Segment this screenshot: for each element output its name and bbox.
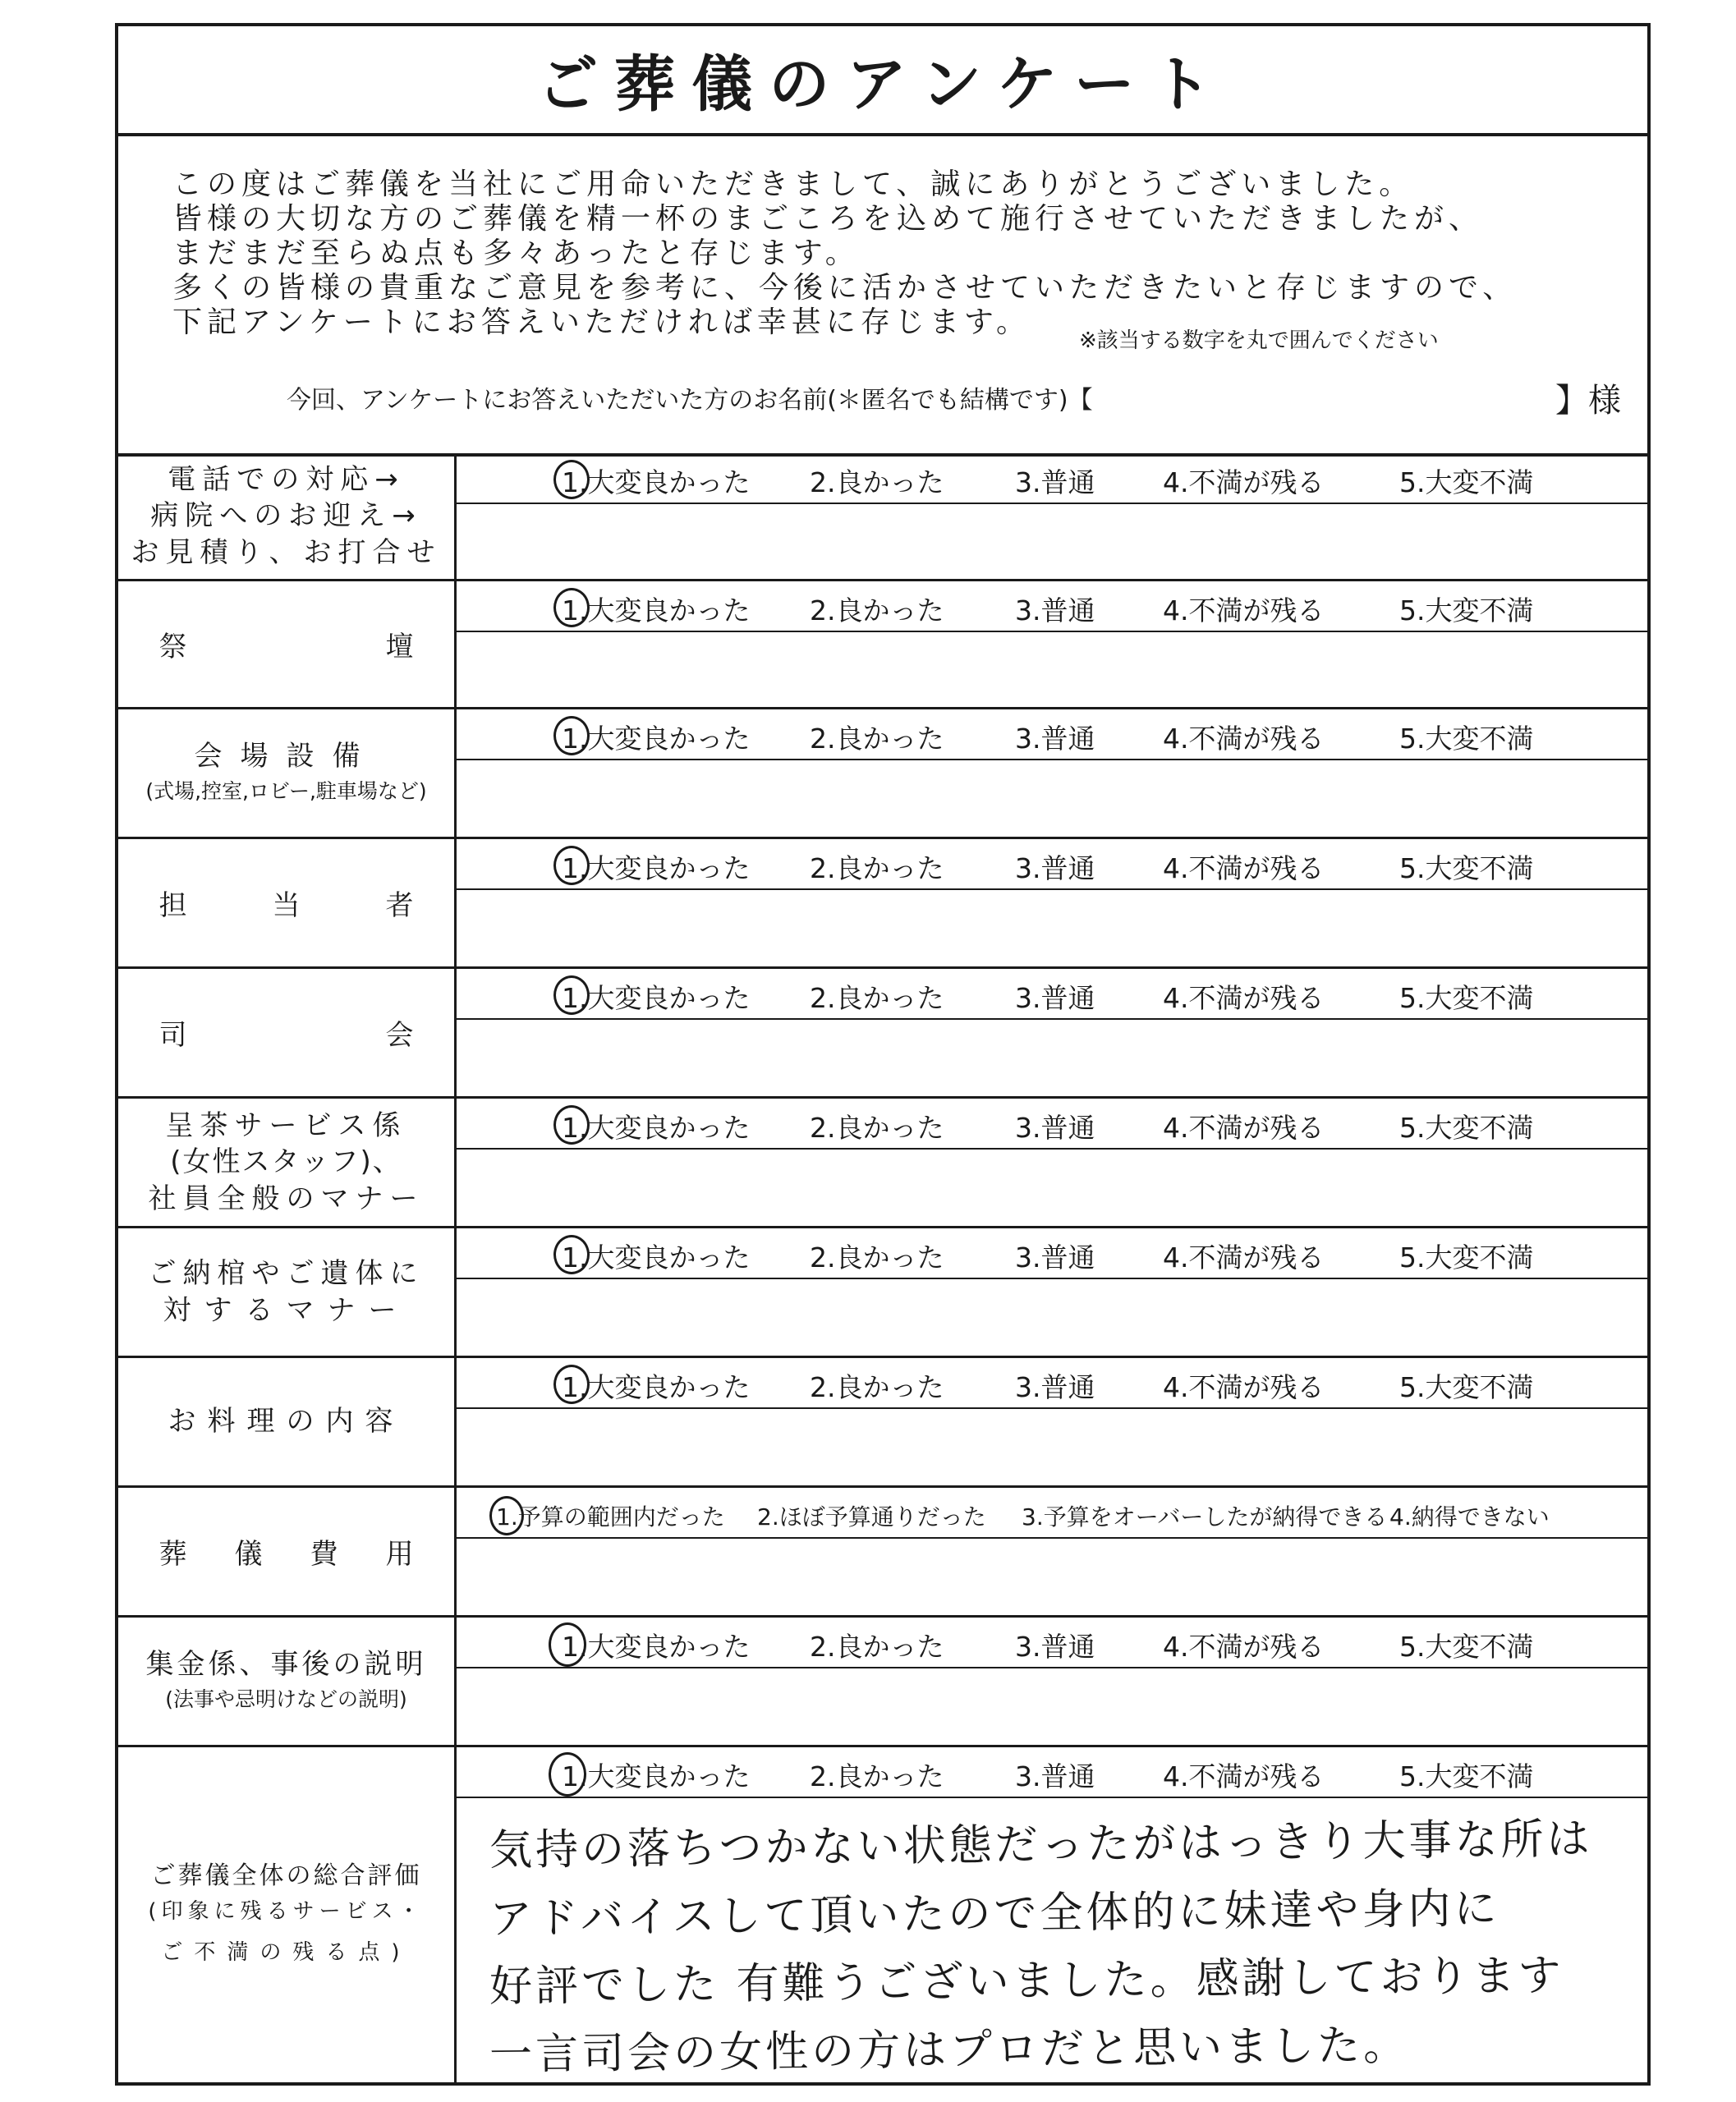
question-row-phone	[118, 453, 1647, 581]
option-2[interactable]: 2.良かった	[810, 1371, 944, 1403]
row-label	[118, 1747, 457, 2086]
option-3[interactable]: 3.普通	[1015, 982, 1095, 1014]
name-prompt: 今回、アンケートにお答えいただいた方のお名前(＊匿名でも結構です)【	[287, 386, 1093, 415]
question-row-tea-service	[118, 1099, 1647, 1228]
option-3[interactable]: 3.普通	[1015, 1371, 1095, 1403]
option-1[interactable]: 1.大変良かった	[562, 1760, 751, 1792]
title-box	[118, 26, 1647, 136]
option-4[interactable]: 4.不満が残る	[1163, 594, 1325, 626]
option-5[interactable]: 5.大変不満	[1399, 1371, 1534, 1403]
option-5[interactable]: 5.大変不満	[1399, 594, 1534, 626]
option-2[interactable]: 2.良かった	[810, 1760, 944, 1792]
option-1[interactable]: 1.大変良かった	[562, 1371, 751, 1403]
option-4[interactable]: 4.不満が残る	[1163, 1241, 1325, 1274]
row-label	[118, 581, 457, 707]
row-label-line: (女性スタッフ)、	[170, 1145, 402, 1179]
option-3[interactable]: 3.普通	[1015, 1241, 1095, 1274]
row-label-spread	[159, 1531, 414, 1572]
comment-area[interactable]	[457, 760, 1647, 837]
question-row-billing	[118, 1618, 1647, 1747]
option-1[interactable]: 1.大変良かった	[562, 1112, 751, 1144]
option-4[interactable]: 4.不満が残る	[1163, 1631, 1325, 1663]
row-label-line: ご納棺やご遺体に	[148, 1257, 425, 1291]
row-label-line: 集金係、事後の説明	[145, 1648, 427, 1682]
intro-line: まだまだ至らぬ点も多々あったと存じます。	[172, 236, 860, 270]
instruction-note: ※該当する数字を丸で囲んでください	[1079, 328, 1439, 353]
row-label-line: 社員全般のマナー	[148, 1182, 425, 1215]
rating-options	[457, 453, 1647, 504]
option-1[interactable]: 1.大変良かった	[562, 1241, 751, 1274]
question-row-venue	[118, 709, 1647, 839]
row-label-line: 会場設備	[194, 740, 379, 773]
rating-options	[457, 581, 1647, 632]
question-row-mc	[118, 969, 1647, 1099]
comment-area[interactable]	[457, 1668, 1647, 1745]
question-row-encoffining	[118, 1228, 1647, 1358]
row-label-char: 儀	[234, 1538, 263, 1571]
row-label-line: ご葬儀全体の総合評価	[150, 1861, 422, 1891]
option-5[interactable]: 5.大変不満	[1399, 723, 1534, 755]
row-label-char: 者	[385, 889, 414, 922]
option-1[interactable]: 1.大変良かった	[562, 852, 751, 884]
option-3[interactable]: 3.普通	[1015, 1760, 1095, 1792]
row-label-spread	[159, 624, 414, 664]
option-2[interactable]: 2.良かった	[810, 852, 944, 884]
question-row-food	[118, 1358, 1647, 1488]
row-label	[118, 453, 457, 579]
question-row-overall	[118, 1747, 1647, 2086]
question-row-staff	[118, 839, 1647, 969]
option-2[interactable]: 2.良かった	[810, 1241, 944, 1274]
option-2[interactable]: 2.ほぼ予算通りだった	[757, 1503, 986, 1531]
row-label	[118, 839, 457, 966]
row-label	[118, 1228, 457, 1356]
option-3[interactable]: 3.普通	[1015, 723, 1095, 755]
budget-options	[457, 1488, 1647, 1539]
comment-line: アドバイスして頂いたので全体的に妹達や身内に	[489, 1884, 1500, 1944]
row-label-line: 対するマナー	[163, 1293, 410, 1327]
row-label-char: 祭	[158, 631, 187, 663]
row-label-sub: (印象に残るサービス・	[148, 1899, 425, 1925]
row-label-spread	[159, 883, 414, 923]
rating-options	[457, 1358, 1647, 1409]
intro-section	[118, 133, 1647, 457]
option-4[interactable]: 4.不満が残る	[1163, 852, 1325, 884]
row-label-char: 担	[158, 889, 187, 922]
comment-area[interactable]	[457, 890, 1647, 966]
comment-area[interactable]	[457, 504, 1647, 579]
option-5[interactable]: 5.大変不満	[1399, 1112, 1534, 1144]
comment-line: 好評でした 有難うございました。感謝しております	[489, 1951, 1564, 2012]
row-label	[118, 1488, 457, 1615]
option-4[interactable]: 4.不満が残る	[1163, 723, 1325, 755]
row-label-char: 壇	[385, 631, 414, 663]
option-5[interactable]: 5.大変不満	[1399, 466, 1534, 498]
option-5[interactable]: 5.大変不満	[1399, 1241, 1534, 1274]
row-label-spread	[159, 1012, 414, 1053]
survey-sheet	[115, 23, 1651, 2086]
row-label-line: お料理の内容	[168, 1405, 405, 1439]
comment-area[interactable]	[457, 632, 1647, 707]
option-5[interactable]: 5.大変不満	[1399, 1760, 1534, 1792]
intro-line: 皆様の大切な方のご葬儀を精一杯のまごころを込めて施行させていただきましたが、	[172, 202, 1484, 236]
option-2[interactable]: 2.良かった	[810, 1631, 944, 1663]
option-4[interactable]: 4.不満が残る	[1163, 1760, 1325, 1792]
row-label	[118, 1099, 457, 1226]
comment-line: 一言司会の女性の方はプロだと思いました。	[489, 2021, 1410, 2080]
option-2[interactable]: 2.良かった	[810, 723, 944, 755]
rating-options	[457, 709, 1647, 760]
option-5[interactable]: 5.大変不満	[1399, 982, 1534, 1014]
option-1[interactable]: 1.大変良かった	[562, 466, 751, 498]
row-label-sub: (法事や忌明けなどの説明)	[165, 1687, 407, 1711]
page-title: ご葬儀のアンケート	[537, 49, 1229, 120]
option-1[interactable]: 1.大変良かった	[562, 1631, 751, 1663]
row-label	[118, 1358, 457, 1485]
row-label-char: 葬	[158, 1538, 187, 1571]
option-4[interactable]: 4.不満が残る	[1163, 466, 1325, 498]
rating-options	[457, 1099, 1647, 1150]
row-label	[118, 969, 457, 1096]
row-label-line: 電話での対応→	[168, 463, 405, 497]
option-2[interactable]: 2.良かった	[810, 1112, 944, 1144]
option-3[interactable]: 3.普通	[1015, 1631, 1095, 1663]
row-label-line: 病院へのお迎え→	[150, 499, 422, 533]
option-1[interactable]: 1.予算の範囲内だった	[496, 1503, 725, 1531]
option-3[interactable]: 3.普通	[1015, 466, 1095, 498]
row-label	[118, 1618, 457, 1745]
option-1[interactable]: 1.大変良かった	[562, 723, 751, 755]
option-3[interactable]: 3.普通	[1015, 1112, 1095, 1144]
row-label-char: 当	[272, 889, 301, 922]
row-label-sub: ご不満の残る点)	[161, 1939, 411, 1965]
question-row-altar	[118, 581, 1647, 709]
intro-line: 下記アンケートにお答えいただければ幸甚に存じます。	[172, 305, 1031, 339]
row-label	[118, 709, 457, 837]
option-5[interactable]: 5.大変不満	[1399, 1631, 1534, 1663]
row-label-char: 用	[385, 1538, 414, 1571]
comment-area[interactable]	[457, 1409, 1647, 1485]
row-label-line: お見積り、お打合せ	[131, 535, 442, 569]
handwritten-comment[interactable]	[457, 1798, 1647, 2086]
option-5[interactable]: 5.大変不満	[1399, 852, 1534, 884]
option-4[interactable]: 4.不満が残る	[1163, 1371, 1325, 1403]
comment-area[interactable]	[457, 1020, 1647, 1096]
rating-options	[457, 1618, 1647, 1668]
row-label-char: 会	[385, 1019, 414, 1052]
option-2[interactable]: 2.良かった	[810, 594, 944, 626]
row-label-char: 司	[158, 1019, 187, 1052]
rating-options	[457, 969, 1647, 1020]
rating-options	[457, 839, 1647, 890]
row-label-sub: (式場,控室,ロビー,駐車場など)	[145, 778, 427, 803]
option-4[interactable]: 4.不満が残る	[1163, 982, 1325, 1014]
name-suffix: 】様	[1555, 382, 1621, 420]
option-1[interactable]: 1.大変良かった	[562, 594, 751, 626]
intro-line: 多くの皆様の貴重なご意見を参考に、今後に活かさせていただきたいと存じますので、	[172, 271, 1518, 305]
row-label-char: 費	[310, 1538, 338, 1571]
option-1[interactable]: 1.大変良かった	[562, 982, 751, 1014]
option-3[interactable]: 3.普通	[1015, 852, 1095, 884]
comment-area[interactable]	[457, 1150, 1647, 1226]
question-row-cost	[118, 1488, 1647, 1618]
option-4[interactable]: 4.納得できない	[1389, 1503, 1550, 1531]
row-label-line: 呈茶サービス係	[165, 1109, 407, 1143]
comment-area[interactable]	[457, 1539, 1647, 1615]
comment-area[interactable]	[457, 1279, 1647, 1356]
option-2[interactable]: 2.良かった	[810, 982, 944, 1014]
option-4[interactable]: 4.不満が残る	[1163, 1112, 1325, 1144]
option-3[interactable]: 3.予算をオーバーしたが納得できる	[1022, 1503, 1388, 1531]
option-2[interactable]: 2.良かった	[810, 466, 944, 498]
intro-line: この度はご葬儀を当社にご用命いただきまして、誠にありがとうございました。	[172, 168, 1414, 201]
rating-options	[457, 1747, 1647, 1798]
option-3[interactable]: 3.普通	[1015, 594, 1095, 626]
comment-line: 気持の落ちつかない状態だったがはっきり大事な所は	[489, 1814, 1593, 1876]
rating-options	[457, 1228, 1647, 1279]
